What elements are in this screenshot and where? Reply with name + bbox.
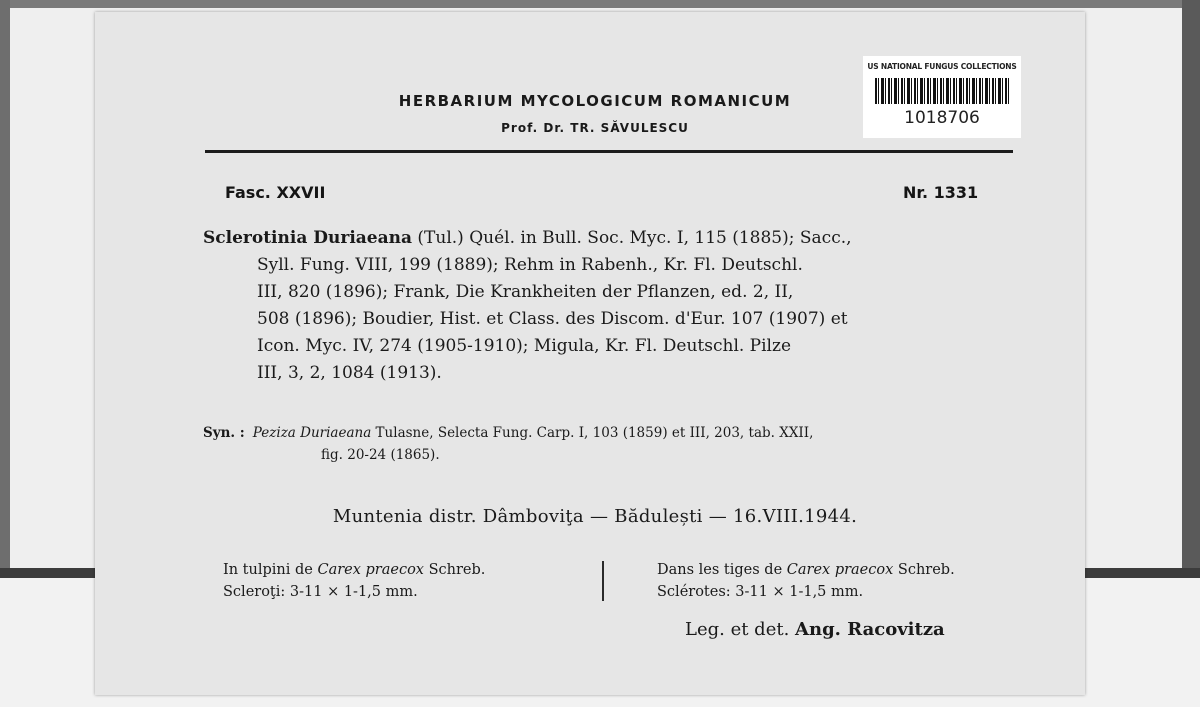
exsiccata-number: Nr. 1331: [903, 183, 979, 202]
sheet-edge-top: [0, 0, 1200, 8]
fascicle-number: Fasc. XXVII: [225, 183, 326, 202]
collector-prefix: Leg. et det.: [685, 619, 796, 640]
species-line-1: [203, 225, 1011, 252]
substrate-french: [657, 559, 955, 603]
species-line-2: Syll. Fung. VIII, 199 (1889); Rehm in Rabenh., Kr. Fl. Deutschl.: [257, 255, 803, 275]
herbarium-director: Prof. Dr. TR. SĂVULESCU: [501, 121, 689, 135]
substrate-ro-host: Carex praecox: [317, 562, 424, 578]
column-divider: [602, 561, 604, 601]
species-line-4: 508 (1896); Boudier, Hist. et Class. des Discom. d'Eur. 107 (1907) et: [257, 309, 848, 329]
specimen-label: [95, 12, 1085, 695]
collector-line: [685, 619, 945, 640]
barcode-caption: US NATIONAL FUNGUS COLLECTIONS: [867, 62, 1017, 71]
synonym-label: Syn. :: [203, 425, 245, 441]
barcode-label: [863, 56, 1021, 138]
synonym-line-1-rest: Tulasne, Selecta Fung. Carp. I, 103 (1859) et III, 203, tab. XXII,: [371, 425, 814, 441]
species-line-6: III, 3, 2, 1084 (1913).: [257, 363, 442, 383]
substrate-ro-pre: In tulpini de: [223, 562, 318, 578]
substrate-ro-line-1: [223, 559, 485, 581]
header-rule: [205, 150, 1013, 153]
species-line-1-rest: (Tul.) Quél. in Bull. Soc. Myc. I, 115 (1885); Sacc.,: [412, 228, 852, 248]
species-name: Sclerotinia Duriaeana: [203, 228, 412, 248]
substrate-fr-host: Carex praecox: [786, 562, 894, 578]
collector-name: Ang. Racovitza: [795, 619, 945, 640]
substrate-ro-post: Schreb.: [423, 562, 486, 578]
locality: Muntenia distr. Dâmboviţa — Bădulești — 16.VIII.1944.: [332, 506, 858, 527]
substrate-fr-pre: Dans les tiges de: [657, 562, 787, 578]
species-citation: [203, 225, 1011, 387]
synonym-name: Peziza Duriaeana: [252, 425, 372, 441]
substrate-romanian: [223, 559, 485, 603]
synonym-line-1: [203, 422, 1023, 444]
species-line-3: III, 820 (1896); Frank, Die Krankheiten der Pflanzen, ed. 2, II,: [257, 282, 794, 302]
synonym-line-2: fig. 20-24 (1865).: [321, 447, 440, 463]
species-line-5: Icon. Myc. IV, 274 (1905-1910); Migula, Kr. Fl. Deutschl. Pilze: [257, 336, 792, 356]
substrate-fr-line-1: [657, 559, 955, 581]
herbarium-title: HERBARIUM MYCOLOGICUM ROMANICUM: [398, 92, 792, 110]
barcode-bars: [875, 78, 1011, 104]
substrate-fr-line-2: Sclérotes: 3-11 × 1-1,5 mm.: [657, 584, 864, 600]
barcode-number: 1018706: [904, 108, 980, 128]
substrate-ro-line-2: Scleroţi: 3-11 × 1-1,5 mm.: [223, 584, 418, 600]
substrate-fr-post: Schreb.: [893, 562, 955, 578]
synonym-citation: [203, 422, 1023, 466]
